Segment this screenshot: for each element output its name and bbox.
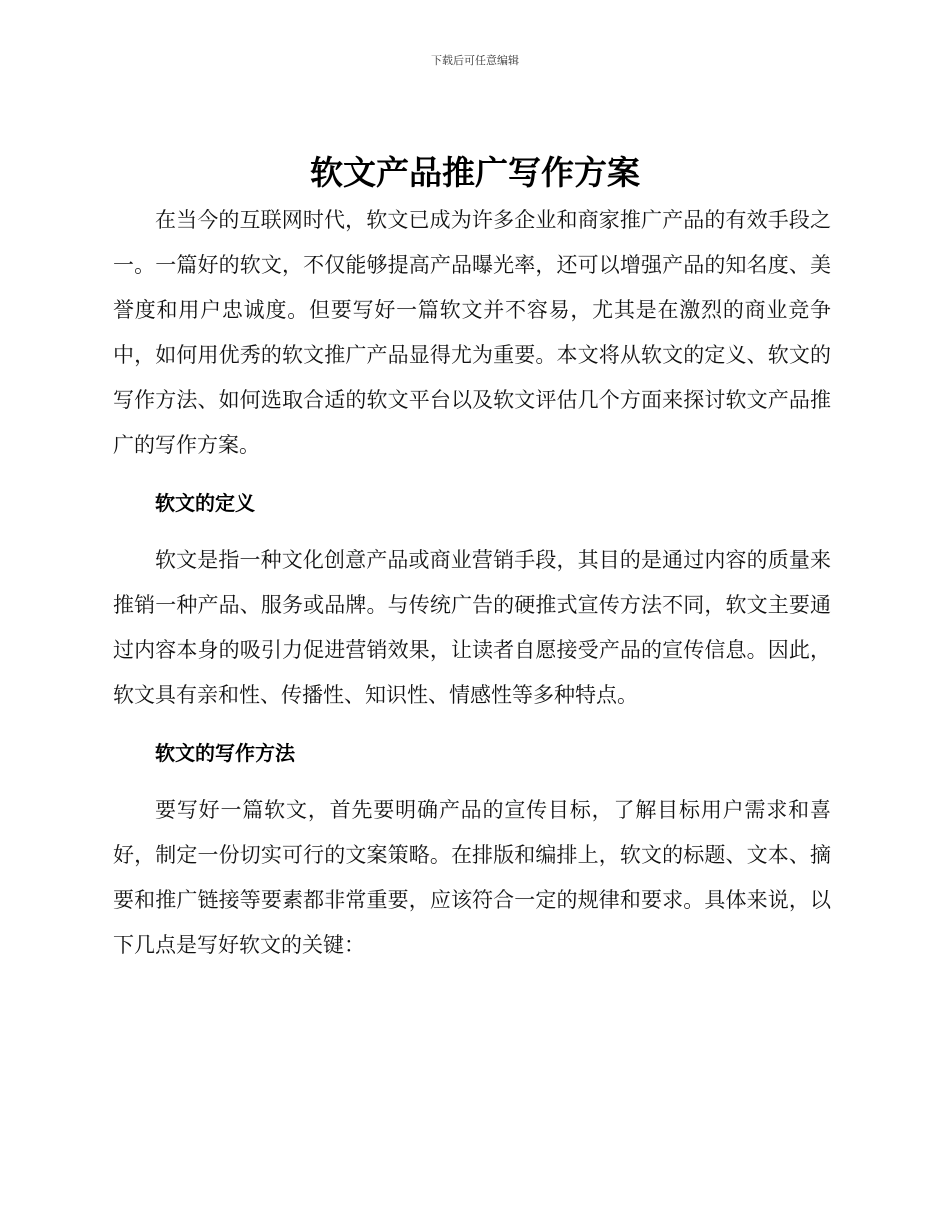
intro-paragraph: 在当今的互联网时代，软文已成为许多企业和商家推广产品的有效手段之一。一篇好的软文，不仅能够提高产品曝光率，还可以增强产品的知名度、美誉度和用户忠诚度。但要写好一篇软文并不容易，尤其是在激烈的商业竞争中，如何用优秀的软文推广产品显得尤为重要。本文将从软文的定义、软文的写作方法、如何选取合适的软文平台以及软文评估几个方面来探讨软文产品推广的写作方案。: [113, 208, 831, 457]
document-title: 软文产品推广写作方案: [310, 153, 640, 192]
section-heading-definition: 软文的定义: [155, 491, 255, 515]
definition-paragraph: 软文是指一种文化创意产品或商业营销手段，其目的是通过内容的质量来推销一种产品、服务或品牌。与传统广告的硬推式宣传方法不同，软文主要通过内容本身的吸引力促进营销效果，让读者自愿接受产品的宣传信息。因此，软文具有亲和性、传播性、知识性、情感性等多种特点。: [113, 548, 831, 707]
header-note: 下载后可任意编辑: [431, 54, 519, 67]
method-paragraph: 要写好一篇软文，首先要明确产品的宣传目标，了解目标用户需求和喜好，制定一份切实可行的文案策略。在排版和编排上，软文的标题、文本、摘要和推广链接等要素都非常重要，应该符合一定的规律和要求。具体来说，以下几点是写好软文的关键：: [113, 798, 831, 957]
section-heading-method: 软文的写作方法: [155, 741, 295, 765]
